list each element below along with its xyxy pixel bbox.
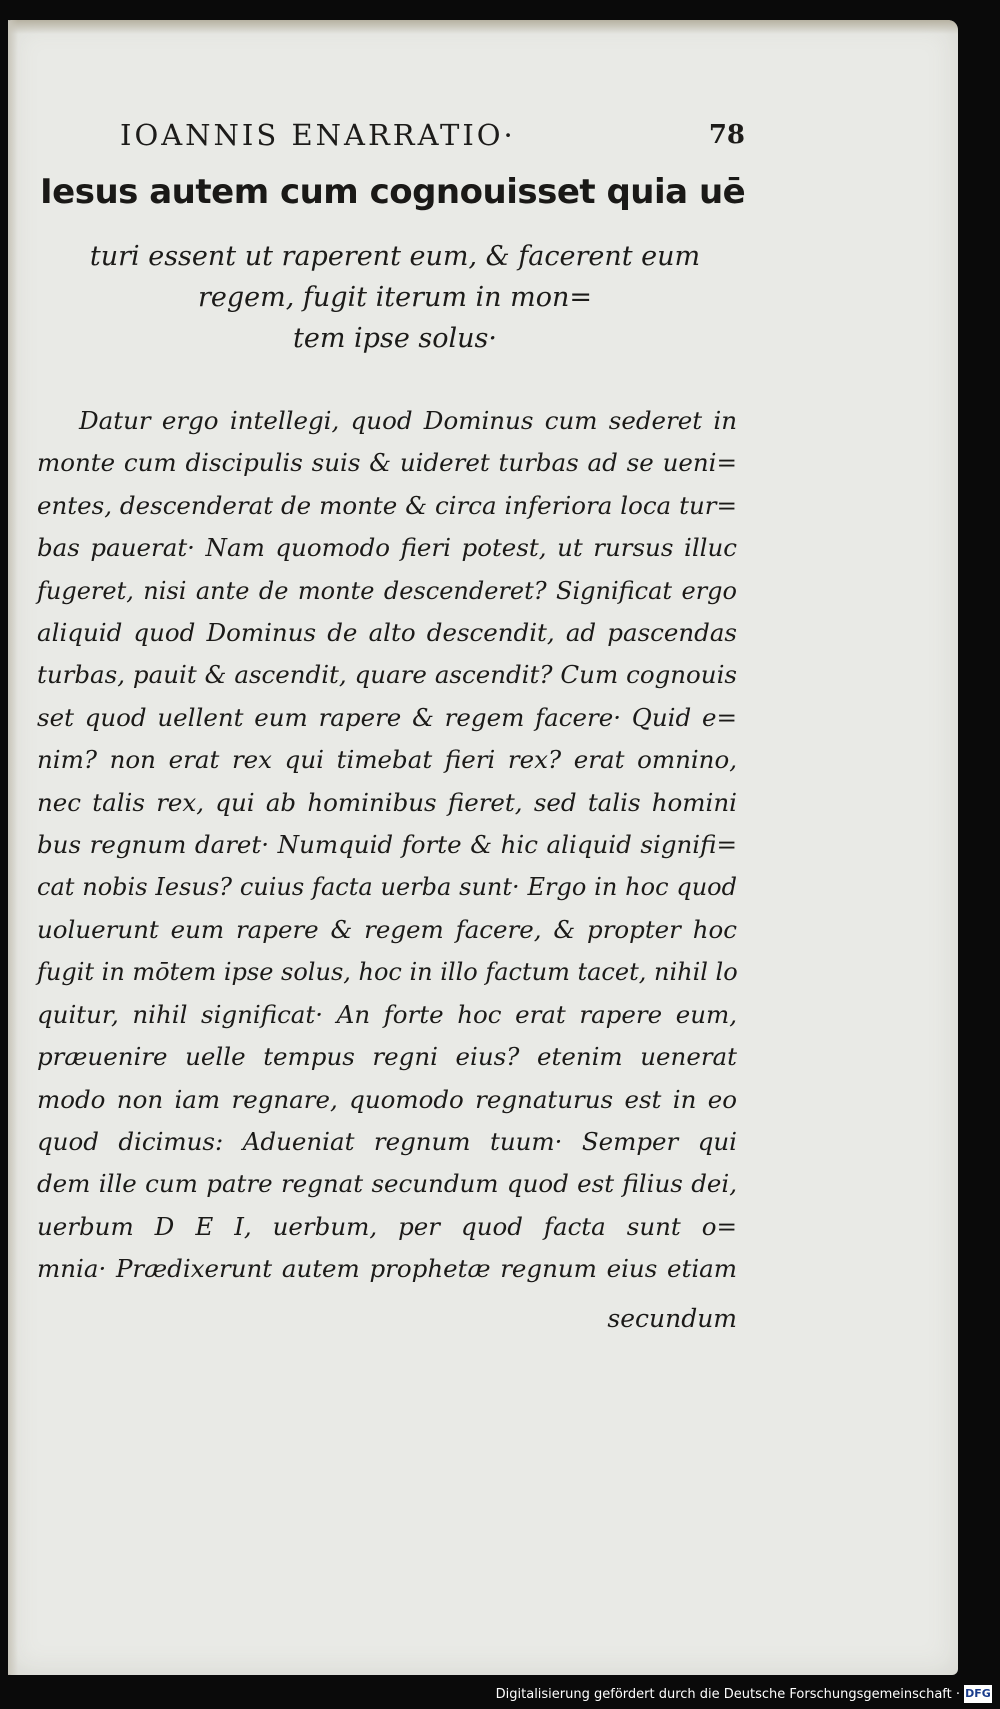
commentary-text bbox=[37, 400, 737, 1291]
text-line: mnia· Prædixerunt autem prophetæ regnum eius etiam bbox=[37, 1254, 737, 1284]
text-line: entes, descenderat de monte & circa inferiora loca tur= bbox=[37, 490, 737, 520]
text-line: bus regnum daret· Numquid forte & hic aliquid signifi= bbox=[37, 830, 737, 860]
text-line: fugeret, nisi ante de monte descenderet? Significat ergo bbox=[37, 576, 737, 605]
page-gutter-edge bbox=[8, 20, 18, 1675]
text-line: nim? non erat rex qui timebat fieri rex? erat omnino, bbox=[37, 745, 737, 775]
dfg-logo-icon: DFG bbox=[964, 1685, 992, 1703]
verse-line: tem ipse solus· bbox=[293, 323, 497, 354]
text-line: dem ille cum patre regnat secundum quod est filius dei, bbox=[37, 1169, 737, 1199]
verse-block bbox=[60, 236, 730, 359]
catchword: secundum bbox=[607, 1304, 737, 1333]
digitization-credit: Digitalisierung gefördert durch die Deutsche Forschungsgemeinschaft · bbox=[495, 1686, 960, 1702]
text-line: aliquid quod Dominus de alto descendit, ad pascendas bbox=[37, 618, 737, 648]
text-line: set quod uellent eum rapere & regem facere· Quid e= bbox=[37, 702, 737, 732]
text-line: turbas, pauit & ascendit, quare ascendit? Cum cognouis bbox=[37, 660, 737, 690]
text-line: quitur, nihil significat· An forte hoc erat rapere eum, bbox=[37, 999, 737, 1029]
text-line: uerbum D E I, uerbum, per quod facta sunt o= bbox=[37, 1211, 737, 1241]
text-line: præuenire uelle tempus regni eius? etenim uenerat bbox=[37, 1042, 737, 1072]
running-title: IOANNIS ENARRATIO· bbox=[120, 118, 516, 152]
text-line: modo non iam regnare, quomodo regnaturus est in eo bbox=[37, 1084, 737, 1114]
text-line: cat nobis Iesus? cuius facta uerba sunt· Ergo in hoc quod bbox=[37, 873, 737, 902]
page-number: 78 bbox=[708, 120, 745, 150]
verse-line: turi essent ut raperent eum, & facerent eum bbox=[89, 241, 701, 272]
text-line: quod dicimus: Adueniat regnum tuum· Semper qui bbox=[37, 1126, 737, 1156]
text-line: uoluerunt eum rapere & regem facere, & propter hoc bbox=[37, 914, 737, 944]
running-header bbox=[120, 118, 745, 158]
text-line: bas pauerat· Nam quomodo fieri potest, ut rursus illuc bbox=[37, 533, 737, 563]
text-line: monte cum discipulis suis & uideret turbas ad se ueni= bbox=[37, 448, 737, 478]
verse-line: regem, fugit iterum in mon= bbox=[197, 282, 593, 313]
text-line: nec talis rex, qui ab hominibus fieret, sed talis homini bbox=[37, 787, 737, 817]
verse-headline: Iesus autem cum cognouisset quia uē bbox=[40, 172, 746, 212]
text-line: Datur ergo intellegi, quod Dominus cum sederet in bbox=[79, 406, 737, 435]
text-line: fugit in mōtem ipse solus, hoc in illo factum tacet, nihil lo bbox=[37, 958, 738, 987]
page-top-edge bbox=[8, 20, 958, 34]
